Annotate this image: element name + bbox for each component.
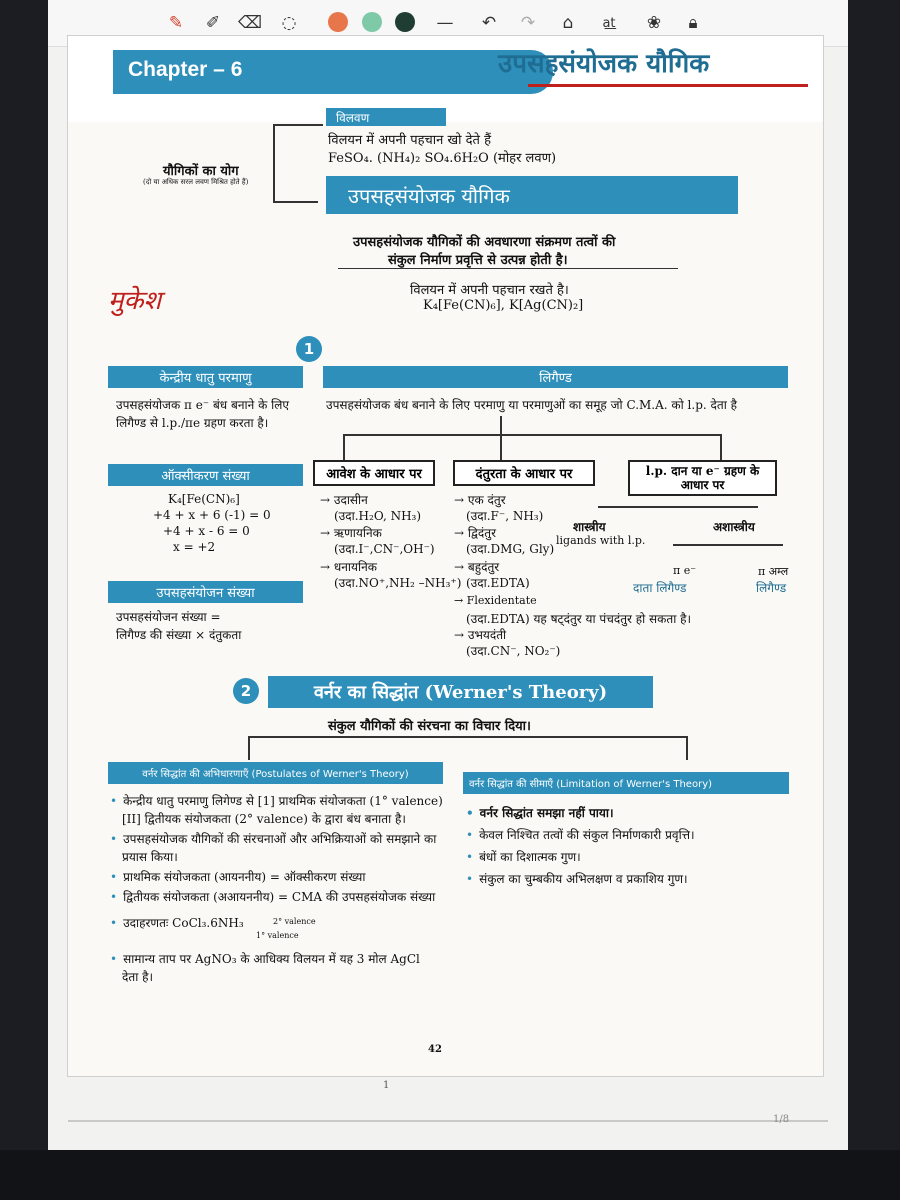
tree-right (720, 434, 722, 460)
tablet-screen (48, 0, 848, 1150)
concept-line2: संकुल निर्माण प्रवृत्ति से उत्पन्न होती है। (388, 253, 568, 268)
dent-item-5: → बहुदंतुर (454, 560, 500, 574)
werner-title: वर्नर का सिद्धांत (Werner's Theory) (268, 676, 653, 708)
viewer-page-indicator: 1/8 (773, 1114, 790, 1125)
handwritten-note: मुकेश (108, 286, 162, 316)
werner-subtitle: संकुल यौगिकों की संरचना का विचार दिया। (328, 719, 531, 734)
complex-examples: K₄[Fe(CN)₆], K[Ag(CN)₂] (423, 298, 584, 313)
page-number: 42 (428, 1044, 442, 1055)
lock-icon[interactable]: 🔒︎ (688, 13, 698, 33)
limitation-1: • वर्नर सिद्धांत समझा नहीं पाया। (466, 804, 614, 821)
vilayan-line2: FeSO₄. (NH₄)₂ SO₄.6H₂O (मोहर लवण) (328, 151, 557, 166)
ligand-title: लिगैण्ड (323, 366, 788, 388)
double-salt-note: (दो या अधिक सरल लवण मिश्रित होते हैं) (143, 178, 249, 186)
dent-item-4: (उदा.DMG, Gly) (466, 542, 555, 556)
dent-item-10: (उदा.CN⁻, NO₂⁻) (466, 644, 561, 658)
ox-title: ऑक्सीकरण संख्या (108, 464, 303, 486)
section-number-1: 1 (296, 336, 322, 362)
bracket-bottom (273, 201, 318, 203)
divider (338, 268, 678, 269)
charge-item-1: → उदासीन (320, 493, 368, 507)
charge-item-6: (उदा.NO⁺,NH₂ –NH₃⁺) (334, 576, 462, 590)
charge-item-2: (उदा.H₂O, NH₃) (334, 509, 422, 523)
postulate-1b: [II] द्वितीयक संयोजकता (2° valence) के द्वारा बंध बनाता है। (122, 812, 406, 826)
classical-label: शास्त्रीय (573, 520, 606, 534)
chapter-label: Chapter – 6 (128, 58, 243, 81)
ox-line-1: K₄[Fe(CN)₆] (168, 492, 240, 506)
postulate-4: • द्वितीयक संयोजकता (अआयननीय) = CMA की उपसहसंयोजक संख्या (110, 888, 435, 905)
color-swatch-green[interactable] (362, 12, 382, 32)
lp-branch (598, 506, 758, 508)
shape-icon[interactable]: ⌂ (562, 13, 574, 33)
undo-icon[interactable]: ↶ (481, 13, 497, 33)
complex-title-banner: उपसहसंयोजक यौगिक (326, 176, 738, 214)
dent-item-6: (उदा.EDTA) (466, 576, 530, 590)
charge-item-4: (उदा.I⁻,CN⁻,OH⁻) (334, 542, 435, 556)
bracket-top (273, 124, 323, 126)
pi-donor: दाता लिगैण्ड (633, 581, 687, 595)
postulates-title: वर्नर सिद्धांत की अभिधारणाएँ (Postulates of Werner's Theory) (108, 762, 443, 784)
postulate-2: • उपसहसंयोजक यौगिकों की संरचनाओं और अभिक्रियाओं को समझाने का (110, 830, 436, 847)
concept-line1: उपसहसंयोजक यौगिकों की अवधारणा संक्रमण तत्वों की (353, 235, 616, 250)
pen-icon[interactable]: ✎ (168, 13, 184, 33)
tree-stem (500, 416, 502, 436)
dent-item-9: → उभयदंती (454, 628, 507, 642)
device-bezel-bottom (0, 1150, 900, 1200)
postulate-5: • उदाहरणतः CoCl₃.6NH₃ (110, 914, 244, 931)
chapter-title: उपसहसंयोजक यौगिक (498, 49, 710, 79)
limitations-title: वर्नर सिद्धांत की सीमाएँ (Limitation of Werner's Theory) (463, 772, 789, 794)
coord-line1: उपसहसंयोजन संख्या = (116, 610, 221, 624)
valence-1-note: 1° valence (256, 931, 299, 940)
dent-item-7: → Flexidentate (454, 594, 537, 607)
color-swatch-dark[interactable] (395, 12, 415, 32)
limitation-2: • केवल निश्चित तत्वों की संकुल निर्माणकारी प्रवृत्ति। (466, 826, 695, 843)
werner-left (248, 736, 250, 760)
document-page (68, 36, 823, 1076)
dent-item-8: (उदा.EDTA) यह षट्दंतुर या पंचदंतुर हो सकता है। (466, 612, 692, 626)
cma-line1: उपसहसंयोजक π e⁻ बंध बनाने के लिए (116, 398, 289, 412)
lp-basis-box: l.p. दान या e⁻ ग्रहण के आधार पर (628, 460, 777, 496)
dent-item-2: (उदा.F⁻, NH₃) (466, 509, 544, 523)
title-underline (528, 84, 808, 87)
margin-digit: 1 (383, 1080, 390, 1091)
bracket-line (273, 124, 275, 202)
tree-left (343, 434, 345, 460)
pi-donor-top: π e⁻ (673, 564, 697, 577)
postulate-3: • प्राथमिक संयोजकता (आयननीय) = ऑक्सीकरण संख्या (110, 868, 366, 885)
limitation-3: • बंधों का दिशात्मक गुण। (466, 848, 581, 865)
section-number-2: 2 (233, 678, 259, 704)
ox-line-4: x = +2 (173, 540, 216, 554)
coord-line2: लिगैण्ड की संख्या × दंतुकता (116, 628, 242, 642)
charge-item-5: → धनायनिक (320, 560, 377, 574)
werner-right (686, 736, 688, 760)
ligand-definition: उपसहसंयोजक बंध बनाने के लिए परमाणु या परमाणुओं का समूह जो C.M.A. को l.p. देता है (326, 398, 738, 412)
classical-sub: ligands with l.p. (556, 534, 646, 547)
valence-2-note: 2° valence (273, 917, 316, 926)
postulate-1: • केन्द्रीय धातु परमाणु लिगेण्ड से [1] प्राथमिक संयोजकता (1° valence) (110, 792, 443, 809)
denticity-basis-box: दंतुरता के आधार पर (453, 460, 595, 486)
coord-title: उपसहसंयोजन संख्या (108, 581, 303, 603)
cma-line2: लिगैण्ड से l.p./πe ग्रहण करता है। (116, 416, 269, 430)
dent-item-3: → द्विदंतुर (454, 526, 497, 540)
charge-basis-box: आवेश के आधार पर (313, 460, 435, 486)
vilayan-line1: विलयन में अपनी पहचान खो देते हैं (328, 133, 491, 148)
tree-branch (343, 434, 721, 436)
text-icon[interactable]: a͟t (602, 15, 616, 31)
scroll-divider (68, 1120, 828, 1122)
nonclassical-branch (673, 544, 783, 546)
line-icon[interactable]: — (436, 13, 454, 33)
vilayan-tag: विलवण (326, 108, 446, 126)
limitation-4: • संकुल का चुम्बकीय अभिलक्षण व प्रकाशिय गुण। (466, 870, 688, 887)
postulate-6: • सामान्य ताप पर AgNO₃ के आधिक्य विलयन में यह 3 मोल AgCl (110, 950, 420, 967)
tree-mid (500, 434, 502, 460)
nonclassical-label: अशास्त्रीय (713, 520, 755, 534)
color-swatch-orange[interactable] (328, 12, 348, 32)
werner-branch (248, 736, 688, 738)
ox-line-2: +4 + x + 6 (-1) = 0 (153, 508, 271, 522)
pi-acid: लिगैण्ड (756, 581, 787, 595)
retain-line: विलयन में अपनी पहचान रखते है। (410, 283, 569, 298)
lasso-icon[interactable]: ◌ (281, 13, 297, 33)
highlighter-icon[interactable]: ✐ (205, 13, 221, 33)
redo-icon[interactable]: ↷ (520, 13, 536, 33)
sticker-icon[interactable]: ❀ (646, 13, 662, 33)
cma-title: केन्द्रीय धातु परमाणु (108, 366, 303, 388)
postulate-2b: प्रयास किया। (122, 850, 178, 864)
pi-acid-top: π अम्ल (758, 565, 789, 578)
charge-item-3: → ऋणायनिक (320, 526, 382, 540)
postulate-6b: देता है। (122, 970, 154, 984)
dent-item-1: → एक दंतुर (454, 493, 506, 507)
ox-line-3: +4 + x - 6 = 0 (163, 524, 250, 538)
double-salt-label: यौगिकों का योग (163, 164, 239, 179)
eraser-icon[interactable]: ⌫ (237, 13, 263, 33)
